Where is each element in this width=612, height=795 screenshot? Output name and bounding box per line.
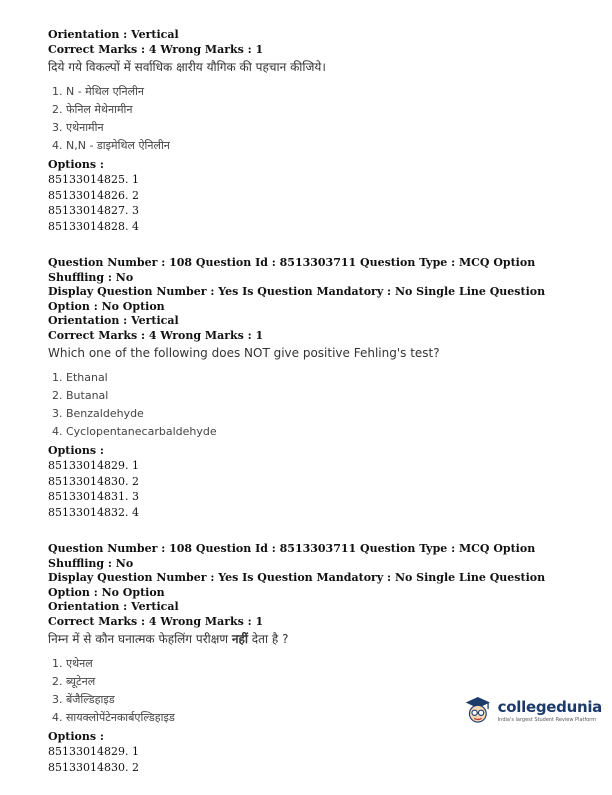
question-text-emphasis: नहीं (231, 632, 248, 646)
choice-item: 4. सायक्लोपेंटेनकार्बएल्डिहाइड (52, 711, 175, 724)
question-meta-line-1: Question Number : 108 Question Id : 8513303711 Question Type : MCQ Option Shuffling : No (48, 542, 536, 570)
option-id-list (48, 744, 588, 775)
option-id-list (48, 172, 588, 234)
logo-tagline: India's largest Student Review Platform (497, 716, 597, 723)
option-id: 85133014829. 1 (48, 745, 139, 758)
choice-item: 3. एथेनामीन (52, 121, 104, 134)
graduate-mascot-icon (462, 693, 494, 727)
choice-item: 2. ब्यूटेनल (52, 675, 96, 688)
option-id: 85133014825. 1 (48, 173, 139, 186)
question-meta-line-1: Question Number : 108 Question Id : 8513303711 Question Type : MCQ Option Shuffling : No (48, 256, 536, 284)
choice-item: 1. Ethanal (52, 371, 108, 384)
option-id: 85133014828. 4 (48, 219, 139, 233)
options-label: Options : (48, 444, 104, 457)
logo-name: collegedunia (497, 697, 602, 716)
option-id: 85133014832. 4 (48, 505, 139, 519)
options-label: Options : (48, 158, 104, 171)
option-id: 85133014826. 2 (48, 188, 139, 202)
question-text: Which one of the following does NOT give positive Fehling's test? (48, 346, 440, 360)
option-id: 85133014827. 3 (48, 204, 139, 217)
choice-item: 1. N - मेथिल एनिलीन (52, 85, 145, 98)
orientation-text: Orientation : Vertical (48, 28, 179, 41)
question-block-1 (48, 28, 588, 234)
collegedunia-logo (462, 688, 602, 732)
marks-text: Correct Marks : 4 Wrong Marks : 1 (48, 614, 264, 628)
option-id: 85133014831. 3 (48, 490, 139, 503)
option-id-list (48, 458, 588, 520)
question-text-post: देता है ? (247, 632, 289, 646)
question-meta-line-2: Display Question Number : Yes Is Question Mandatory : No Single Line Question Option : No Option (48, 285, 546, 313)
option-id: 85133014830. 2 (48, 760, 139, 774)
choice-item: 4. N,N - डाइमेथिल ऐनिलीन (52, 139, 170, 152)
choice-list (52, 83, 588, 155)
question-block-2 (48, 256, 588, 520)
choice-item: 2. फेनिल मेथेनामीन (52, 103, 133, 116)
marks-text: Correct Marks : 4 Wrong Marks : 1 (48, 42, 264, 56)
question-meta-line-2: Display Question Number : Yes Is Question Mandatory : No Single Line Question Option : No Option (48, 571, 546, 599)
choice-item: 3. Benzaldehyde (52, 407, 144, 420)
options-label: Options : (48, 730, 104, 743)
choice-item: 2. Butanal (52, 389, 109, 402)
choice-item: 1. एथेनल (52, 657, 93, 670)
document-page (48, 28, 588, 795)
question-block-3 (48, 542, 588, 775)
marks-text: Correct Marks : 4 Wrong Marks : 1 (48, 328, 264, 342)
choice-list (52, 369, 588, 441)
question-text: दिये गये विकल्पों में सर्वाधिक क्षारीय यौगिक की पहचान कीजिये। (48, 60, 326, 74)
option-id: 85133014830. 2 (48, 474, 139, 488)
option-id: 85133014829. 1 (48, 459, 139, 472)
choice-item: 3. बेंजैल्डिहाइड (52, 693, 115, 706)
logo-text (498, 698, 602, 723)
choice-item: 4. Cyclopentanecarbaldehyde (52, 425, 217, 438)
orientation-text: Orientation : Vertical (48, 314, 179, 327)
question-text-pre: निम्न में से कौन घनात्मक फेहलिंग परीक्षण (48, 632, 232, 646)
orientation-text: Orientation : Vertical (48, 600, 179, 613)
question-text (48, 631, 588, 647)
